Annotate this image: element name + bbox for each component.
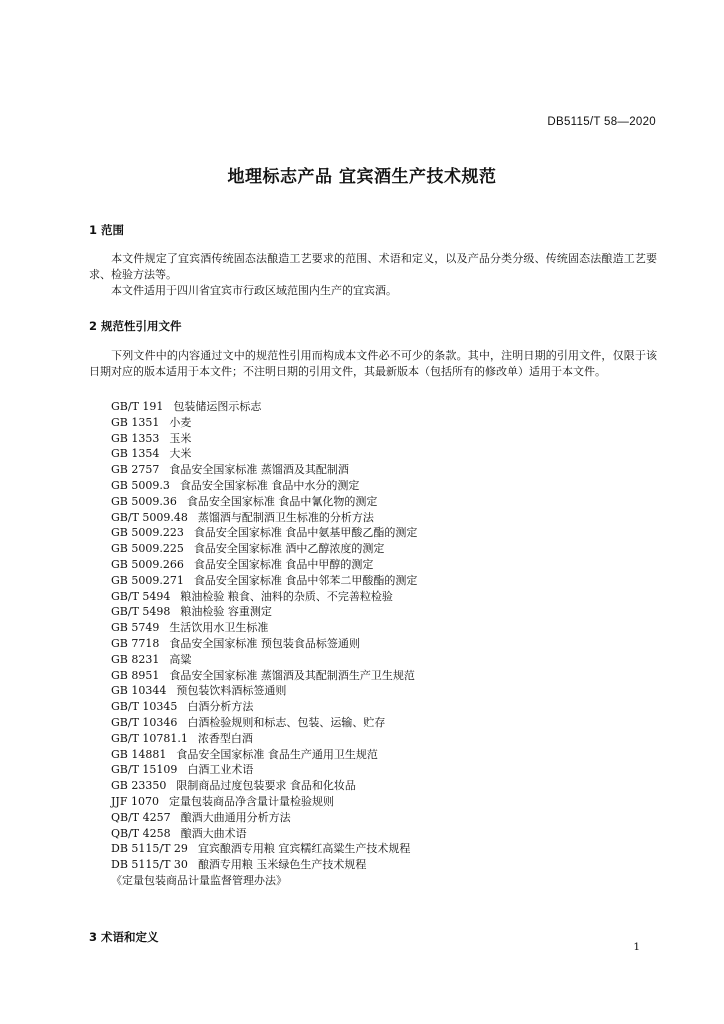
reference-item xyxy=(111,715,417,731)
reference-item xyxy=(111,431,417,447)
reference-title: 白酒工业术语 xyxy=(187,763,254,777)
reference-title: 限制商品过度包装要求 食品和化妆品 xyxy=(176,779,356,793)
reference-item xyxy=(111,699,417,715)
reference-code: GB 5009.223 xyxy=(111,526,184,540)
reference-code: DB 5115/T 29 xyxy=(111,842,188,856)
reference-item xyxy=(111,620,417,636)
reference-title: 浓香型白酒 xyxy=(197,731,253,745)
reference-item xyxy=(111,857,417,873)
reference-item xyxy=(111,841,417,857)
reference-item xyxy=(111,636,417,652)
reference-item xyxy=(111,810,417,826)
reference-title: 食品安全国家标准 食品中甲醇的测定 xyxy=(193,557,374,571)
reference-code: GB 10344 xyxy=(111,684,167,698)
reference-code: QB/T 4257 xyxy=(111,810,171,824)
reference-code: GB 7718 xyxy=(111,636,160,650)
reference-code: GB 5009.36 xyxy=(111,494,177,508)
reference-title: 食品安全国家标准 预包装食品标签通则 xyxy=(169,636,360,650)
reference-item xyxy=(111,652,417,668)
section-heading-scope: 1 范围 xyxy=(89,223,125,237)
reference-item xyxy=(111,731,417,747)
reference-code: GB 1353 xyxy=(111,431,160,445)
reference-code: GB 5749 xyxy=(111,621,160,635)
reference-item xyxy=(111,478,417,494)
reference-code: JJF 1070 xyxy=(111,794,159,808)
reference-title: 酿酒大曲术语 xyxy=(180,826,247,840)
reference-title: 高粱 xyxy=(169,652,192,666)
reference-title: 食品安全国家标准 酒中乙醇浓度的测定 xyxy=(193,542,385,556)
reference-code: GB/T 10345 xyxy=(111,700,178,714)
reference-item xyxy=(111,557,417,573)
reference-code: GB/T 10781.1 xyxy=(111,731,188,745)
reference-title: 食品安全国家标准 食品中氨基甲酸乙酯的测定 xyxy=(193,526,418,540)
reference-item xyxy=(111,794,417,810)
reference-code: GB/T 10346 xyxy=(111,715,178,729)
reference-code: GB 23350 xyxy=(111,779,167,793)
section-heading-terms-definitions: 3 术语和定义 xyxy=(89,930,159,944)
reference-item xyxy=(111,446,417,462)
reference-list xyxy=(111,399,417,889)
reference-title: 白酒检验规则和标志、包装、运输、贮存 xyxy=(187,715,386,729)
references-intro-paragraph: 下列文件中的内容通过文中的规范性引用而构成本文件必不可少的条款。其中，注明日期的引用文件，仅限于该日期对应的版本适用于本文件；不注明日期的引用文件，其最新版本（包括所有的修改单）适用于本文件。 xyxy=(89,349,657,378)
reference-title: 食品安全国家标准 食品中水分的测定 xyxy=(179,478,360,492)
reference-item xyxy=(111,826,417,842)
reference-item xyxy=(111,873,417,889)
reference-title: 食品安全国家标准 蒸馏酒及其配制酒 xyxy=(169,463,349,477)
reference-title: 粮油检验 粮食、油料的杂质、不完善粒检验 xyxy=(180,589,393,603)
reference-code: GB/T 5009.48 xyxy=(111,510,188,524)
reference-item xyxy=(111,510,417,526)
reference-title: 生活饮用水卫生标准 xyxy=(169,621,269,635)
page-number: 1 xyxy=(633,941,640,953)
reference-code: GB/T 5494 xyxy=(111,589,171,603)
scope-paragraph-1: 本文件规定了宜宾酒传统固态法酿造工艺要求的范围、术语和定义，以及产品分类分级、传统固态法酿造工艺要求、检验方法等。 xyxy=(89,252,657,281)
reference-title: 食品安全国家标准 食品中邻苯二甲酸酯的测定 xyxy=(193,573,418,587)
reference-code: GB 1351 xyxy=(111,415,160,429)
reference-title: 酿酒专用粮 玉米绿色生产技术规程 xyxy=(197,858,367,872)
reference-title: 宜宾酿酒专用粮 宜宾糯红高粱生产技术规程 xyxy=(197,842,411,856)
reference-item xyxy=(111,762,417,778)
reference-title: 蒸馏酒与配制酒卫生标准的分析方法 xyxy=(197,510,374,524)
document-title: 地理标志产品 宜宾酒生产技术规范 xyxy=(227,167,497,187)
reference-item xyxy=(111,747,417,763)
section-heading-normative-references: 2 规范性引用文件 xyxy=(89,319,182,333)
document-code: DB5115/T 58—2020 xyxy=(547,116,656,128)
reference-code: GB 8951 xyxy=(111,668,160,682)
reference-title: 包装储运图示标志 xyxy=(173,400,262,413)
reference-item xyxy=(111,604,417,620)
reference-title: 食品安全国家标准 蒸馏酒及其配制酒生产卫生规范 xyxy=(169,668,415,682)
reference-title: 大米 xyxy=(169,447,192,461)
reference-item xyxy=(111,399,417,415)
reference-item xyxy=(111,778,417,794)
reference-code: GB 1354 xyxy=(111,447,160,461)
scope-paragraph-2: 本文件适用于四川省宜宾市行政区域范围内生产的宜宾酒。 xyxy=(111,284,397,297)
reference-item xyxy=(111,415,417,431)
reference-code: QB/T 4258 xyxy=(111,826,171,840)
reference-code: GB 5009.225 xyxy=(111,542,184,556)
reference-code: GB 14881 xyxy=(111,747,167,761)
reference-code: GB/T 191 xyxy=(111,400,164,413)
reference-title: 定量包装商品净含量计量检验规则 xyxy=(168,794,334,808)
reference-code: GB 5009.266 xyxy=(111,557,184,571)
reference-item xyxy=(111,525,417,541)
reference-title: 酿酒大曲通用分析方法 xyxy=(180,810,291,824)
reference-code: GB 5009.271 xyxy=(111,573,184,587)
reference-title: 《定量包装商品计量监督管理办法》 xyxy=(111,873,287,887)
reference-item xyxy=(111,462,417,478)
reference-item xyxy=(111,573,417,589)
reference-item xyxy=(111,494,417,510)
reference-title: 预包装饮料酒标签通则 xyxy=(176,684,287,698)
reference-item xyxy=(111,668,417,684)
reference-code: DB 5115/T 30 xyxy=(111,858,188,872)
reference-title: 白酒分析方法 xyxy=(187,700,254,714)
reference-code: GB 8231 xyxy=(111,652,160,666)
reference-item xyxy=(111,589,417,605)
reference-title: 食品安全国家标准 食品生产通用卫生规范 xyxy=(176,747,378,761)
reference-title: 粮油检验 容重测定 xyxy=(180,605,272,619)
reference-item xyxy=(111,683,417,699)
reference-code: GB/T 15109 xyxy=(111,763,178,777)
reference-title: 小麦 xyxy=(169,415,192,429)
reference-title: 食品安全国家标准 食品中氰化物的测定 xyxy=(186,494,378,508)
reference-title: 玉米 xyxy=(169,431,192,445)
reference-item xyxy=(111,541,417,557)
reference-code: GB 5009.3 xyxy=(111,478,170,492)
reference-code: GB/T 5498 xyxy=(111,605,171,619)
reference-code: GB 2757 xyxy=(111,463,160,477)
